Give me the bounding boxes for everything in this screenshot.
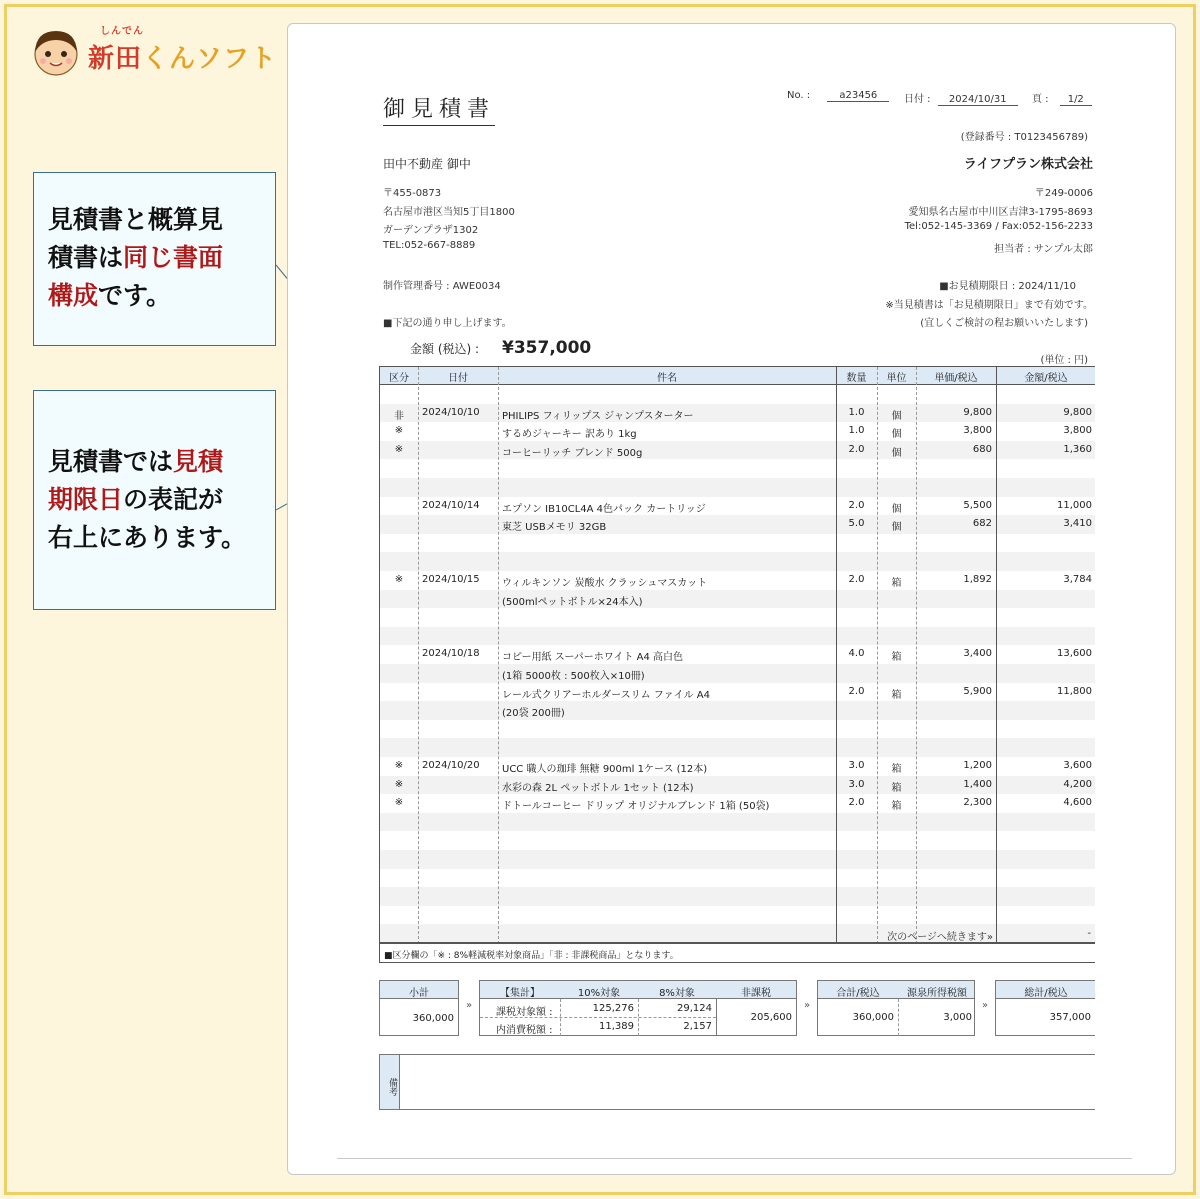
cell-amount: 4,600 [1063,797,1092,809]
cell-unit: 箱 [891,764,902,775]
cell-cat: ※ [394,760,404,771]
control-number: 制作管理番号 : AWE0034 [383,281,501,292]
cell-price: 682 [972,518,992,530]
doc-title: 御見積書 [383,92,495,126]
doc-date: 日付 : 2024/10/31 [904,90,1018,106]
cell-amount: 3,410 [1063,518,1092,530]
cell-price: 5,500 [963,499,992,511]
items-table [379,366,1095,943]
cell-qty: 1.0 [848,425,865,437]
cell-amount: 11,800 [1057,685,1092,697]
table-row [380,515,1095,534]
intro-text: ■下記の通り申し上げます。 [383,318,512,329]
cell-item: エプソン IB10CL4A 4色パック カートリッジ [502,503,706,515]
table-row [380,701,1095,720]
table-row [380,906,1095,925]
cell-amount: 3,784 [1063,574,1092,585]
cell-unit: 箱 [891,578,902,589]
company-tel: Tel:052-145-3369 / Fax:052-156-2233 [904,221,1093,232]
cell-item: ドトールコーヒー ドリップ オリジナルブレンド 1箱 (50袋) [502,801,770,813]
cell-cat: ※ [394,574,404,585]
table-row [380,776,1095,795]
sheet-divider [337,1158,1132,1159]
cell-price: 2,300 [963,797,992,809]
table-row [380,497,1095,516]
table-row [380,664,1095,683]
cell-price: 3,800 [963,425,992,437]
logo-ruby: しんでん [100,26,144,37]
amount-value: ¥357,000 [502,338,592,358]
table-row [380,887,1095,906]
cell-item: (20袋 200冊) [502,708,565,720]
consider-note: (宜しくご検討の程お願いいたします) [920,318,1088,329]
table-row [380,720,1095,739]
cell-amount: 3,600 [1063,760,1092,771]
company-address: 愛知県名古屋市中川区吉津3-1795-8693 [908,207,1093,218]
cell-item: 水彩の森 2L ペットボトル 1セット (12本) [502,782,694,794]
cell-price: 1,400 [963,778,992,790]
subtotal-box: 小計 360,000 [379,980,459,1036]
table-row [380,757,1095,776]
cell-item: PHILIPS フィリップス ジャンプスターター [502,410,694,422]
table-header: 区分 日付 件名 数量 単位 単価/税込 金額/税込 [380,367,1095,385]
cell-unit: 箱 [891,801,902,813]
callout-expiry-note: 見積書では見積 期限日の表記が 右上にあります。 [33,390,276,610]
client-address: 名古屋市港区当知5丁目1800 [383,207,515,218]
total-box: 合計/税込 源泉所得税額 360,000 3,000 [817,980,975,1036]
cell-qty: 2.0 [848,685,865,697]
table-row [380,534,1095,553]
table-row [380,869,1095,888]
staff-name: 担当者 : サンプル太郎 [994,244,1093,255]
cell-qty: 3.0 [848,778,865,790]
cell-item: コピー用紙 スーパーホワイト A4 高白色 [502,652,684,664]
table-row [380,738,1095,757]
table-row [380,404,1095,423]
company-name: ライフプラン株式会社 [963,157,1093,172]
cell-price: 9,800 [963,406,992,418]
table-row [380,813,1095,832]
expiry-note: ※当見積書は「お見積期限日」まで有効です。 [885,300,1093,311]
cell-qty: 3.0 [848,760,865,771]
cell-cat: ※ [394,443,404,455]
cell-cat: ※ [394,425,404,437]
cell-unit: 個 [891,447,902,459]
brand-logo [30,22,280,82]
table-row [380,590,1095,609]
cell-unit: 個 [891,410,902,422]
table-row [380,571,1095,590]
callout-same-layout: 見積書と概算見 積書は同じ書面 構成です。 [33,172,276,346]
client-building: ガーデンプラザ1302 [383,225,479,236]
registration-number: (登録番号 : T0123456789) [960,132,1088,143]
table-row [380,794,1095,813]
cell-item: (1箱 5000枚 : 500枚入×10冊) [502,671,645,682]
cell-unit: 個 [891,429,902,441]
cell-unit: 個 [891,503,902,515]
cell-price: 680 [972,443,992,455]
cell-qty: 2.0 [848,797,865,809]
tax-breakdown-box: 【集計】 10%対象 8%対象 非課税 課税対象額 : 内消費税額 : 125,276 11,389 29,124 2,157 205,600 [479,980,797,1036]
cell-qty: 2.0 [848,574,865,585]
cell-unit: 箱 [891,689,902,701]
grand-total-box: 総計/税込 357,000 [995,980,1095,1036]
client-name: 田中不動産 御中 [383,157,471,171]
cell-cat: ※ [394,778,404,790]
table-row [380,422,1095,441]
cell-item: するめジャーキー 訳あり 1kg [502,429,637,441]
cell-cat: 非 [394,410,404,422]
table-row [380,608,1095,627]
company-zip: 〒249-0006 [1034,188,1093,199]
cell-price: 1,892 [963,574,992,585]
cell-unit: 箱 [891,782,902,794]
cell-amount: 4,200 [1063,778,1092,790]
cell-amount: 3,800 [1063,425,1092,437]
table-footer: 次のページへ続きます» - [887,928,1091,943]
table-row [380,683,1095,702]
cell-item: UCC 職人の珈琲 無糖 900ml 1ケース (12本) [502,764,708,775]
boy-face-icon [30,26,82,78]
cell-item: ウィルキンソン 炭酸水 クラッシュマスカット [502,578,708,589]
cell-amount: 9,800 [1063,406,1092,418]
client-tel: TEL:052-667-8889 [383,240,476,251]
cell-qty: 1.0 [848,406,865,418]
cell-date: 2024/10/10 [422,406,480,418]
table-row [380,478,1095,497]
remarks-box [379,1054,1095,1110]
cell-price: 1,200 [963,760,992,771]
cell-qty: 5.0 [848,518,865,530]
cell-item: レール式クリアーホルダースリム ファイル A4 [502,689,710,701]
cell-amount: 11,000 [1057,499,1092,511]
logo-text: 新田くんソフト [88,44,278,74]
category-note: ■区分欄の「※ : 8%軽減税率対象商品」「非 : 非課税商品」となります。 [379,943,1095,963]
cell-item: コーヒーリッチ ブレンド 500g [502,447,643,459]
table-row [380,850,1095,869]
table-row [380,441,1095,460]
table-row [380,552,1095,571]
cell-price: 5,900 [963,685,992,697]
cell-date: 2024/10/14 [422,499,480,511]
doc-page: 頁 : 1/2 [1032,90,1092,106]
table-row [380,459,1095,478]
cell-date: 2024/10/20 [422,760,480,771]
doc-number: No. : a23456 [787,90,889,102]
cell-qty: 2.0 [848,443,865,455]
table-row [380,831,1095,850]
cell-qty: 4.0 [848,648,865,660]
expiry-date: ■お見積期限日 : 2024/11/10 [939,281,1076,292]
cell-date: 2024/10/18 [422,648,480,660]
table-row [380,385,1095,404]
cell-cat: ※ [394,797,404,809]
table-row [380,645,1095,664]
client-zip: 〒455-0873 [383,188,442,199]
cell-item: 東芝 USBメモリ 32GB [502,522,607,534]
unit-note: (単位 : 円) [1040,355,1088,366]
cell-unit: 個 [891,522,902,534]
cell-unit: 箱 [891,652,902,664]
amount-label: 金額 (税込) : [410,342,480,356]
cell-price: 3,400 [963,648,992,660]
cell-item: (500mlペットボトル×24本入) [502,596,643,608]
table-row [380,627,1095,646]
cell-amount: 13,600 [1057,648,1092,660]
remarks-label: 備考 [380,1055,400,1109]
cell-qty: 2.0 [848,499,865,511]
cell-amount: 1,360 [1063,443,1092,455]
cell-date: 2024/10/15 [422,574,480,585]
